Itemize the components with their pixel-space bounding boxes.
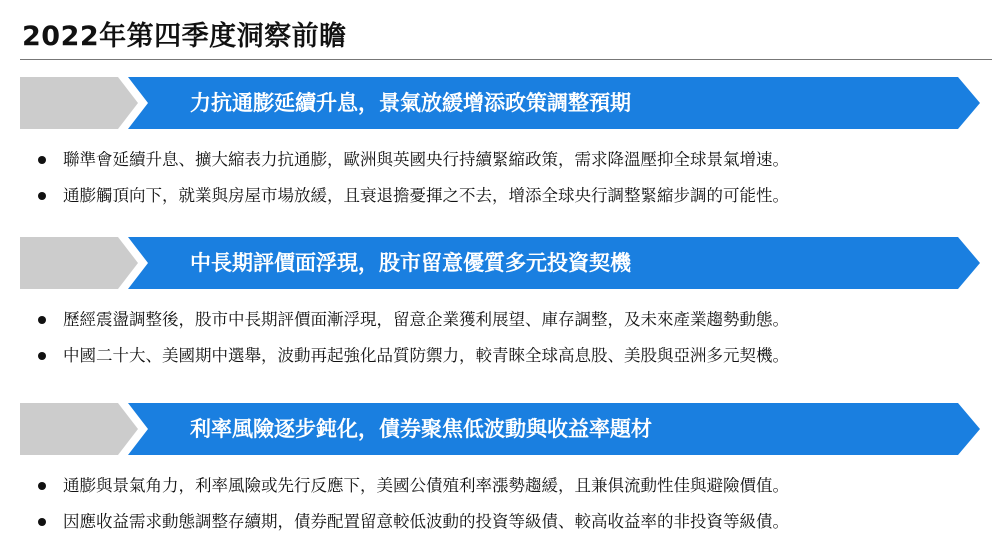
section-1-heading: 力抗通膨延續升息，景氣放緩增添政策調整預期 — [190, 91, 631, 115]
list-item — [38, 468, 789, 504]
section-3-bullets — [38, 468, 789, 540]
list-item — [38, 338, 789, 374]
title-divider — [20, 59, 992, 60]
bullet-text: 歷經震盪調整後，股市中長期評價面漸浮現，留意企業獲利展望、庫存調整，及未來產業趨勢動態。 — [63, 310, 789, 329]
bullet-dot-icon — [38, 192, 46, 200]
bullet-text: 因應收益需求動態調整存續期，債券配置留意較低波動的投資等級債、較高收益率的非投資等級債。 — [63, 512, 789, 531]
list-item — [38, 302, 789, 338]
bullet-dot-icon — [38, 482, 46, 490]
bullet-text: 通膨與景氣角力，利率風險或先行反應下，美國公債殖利率漲勢趨緩，且兼俱流動性佳與避險價值。 — [63, 476, 789, 495]
section-2-heading: 中長期評價面浮現，股市留意優質多元投資契機 — [190, 251, 631, 275]
section-3-banner — [20, 403, 980, 455]
bullet-text: 聯準會延續升息、擴大縮表力抗通膨，歐洲與英國央行持續緊縮政策，需求降溫壓抑全球景氣增速。 — [63, 150, 789, 169]
section-1-bullets — [38, 142, 789, 214]
section-2-banner — [20, 237, 980, 289]
page-title: 2022年第四季度洞察前瞻 — [22, 21, 347, 52]
section-2-bullets — [38, 302, 789, 374]
list-item — [38, 504, 789, 540]
bullet-dot-icon — [38, 316, 46, 324]
bullet-dot-icon — [38, 156, 46, 164]
bullet-text: 通膨觸頂向下，就業與房屋市場放緩，且衰退擔憂揮之不去，增添全球央行調整緊縮步調的可能性。 — [63, 186, 789, 205]
bullet-dot-icon — [38, 352, 46, 360]
bullet-dot-icon — [38, 518, 46, 526]
section-1-banner — [20, 77, 980, 129]
bullet-text: 中國二十大、美國期中選舉，波動再起強化品質防禦力，較青睞全球高息股、美股與亞洲多元契機。 — [63, 346, 789, 365]
list-item — [38, 178, 789, 214]
list-item — [38, 142, 789, 178]
section-3-heading: 利率風險逐步鈍化，債券聚焦低波動與收益率題材 — [190, 417, 652, 441]
